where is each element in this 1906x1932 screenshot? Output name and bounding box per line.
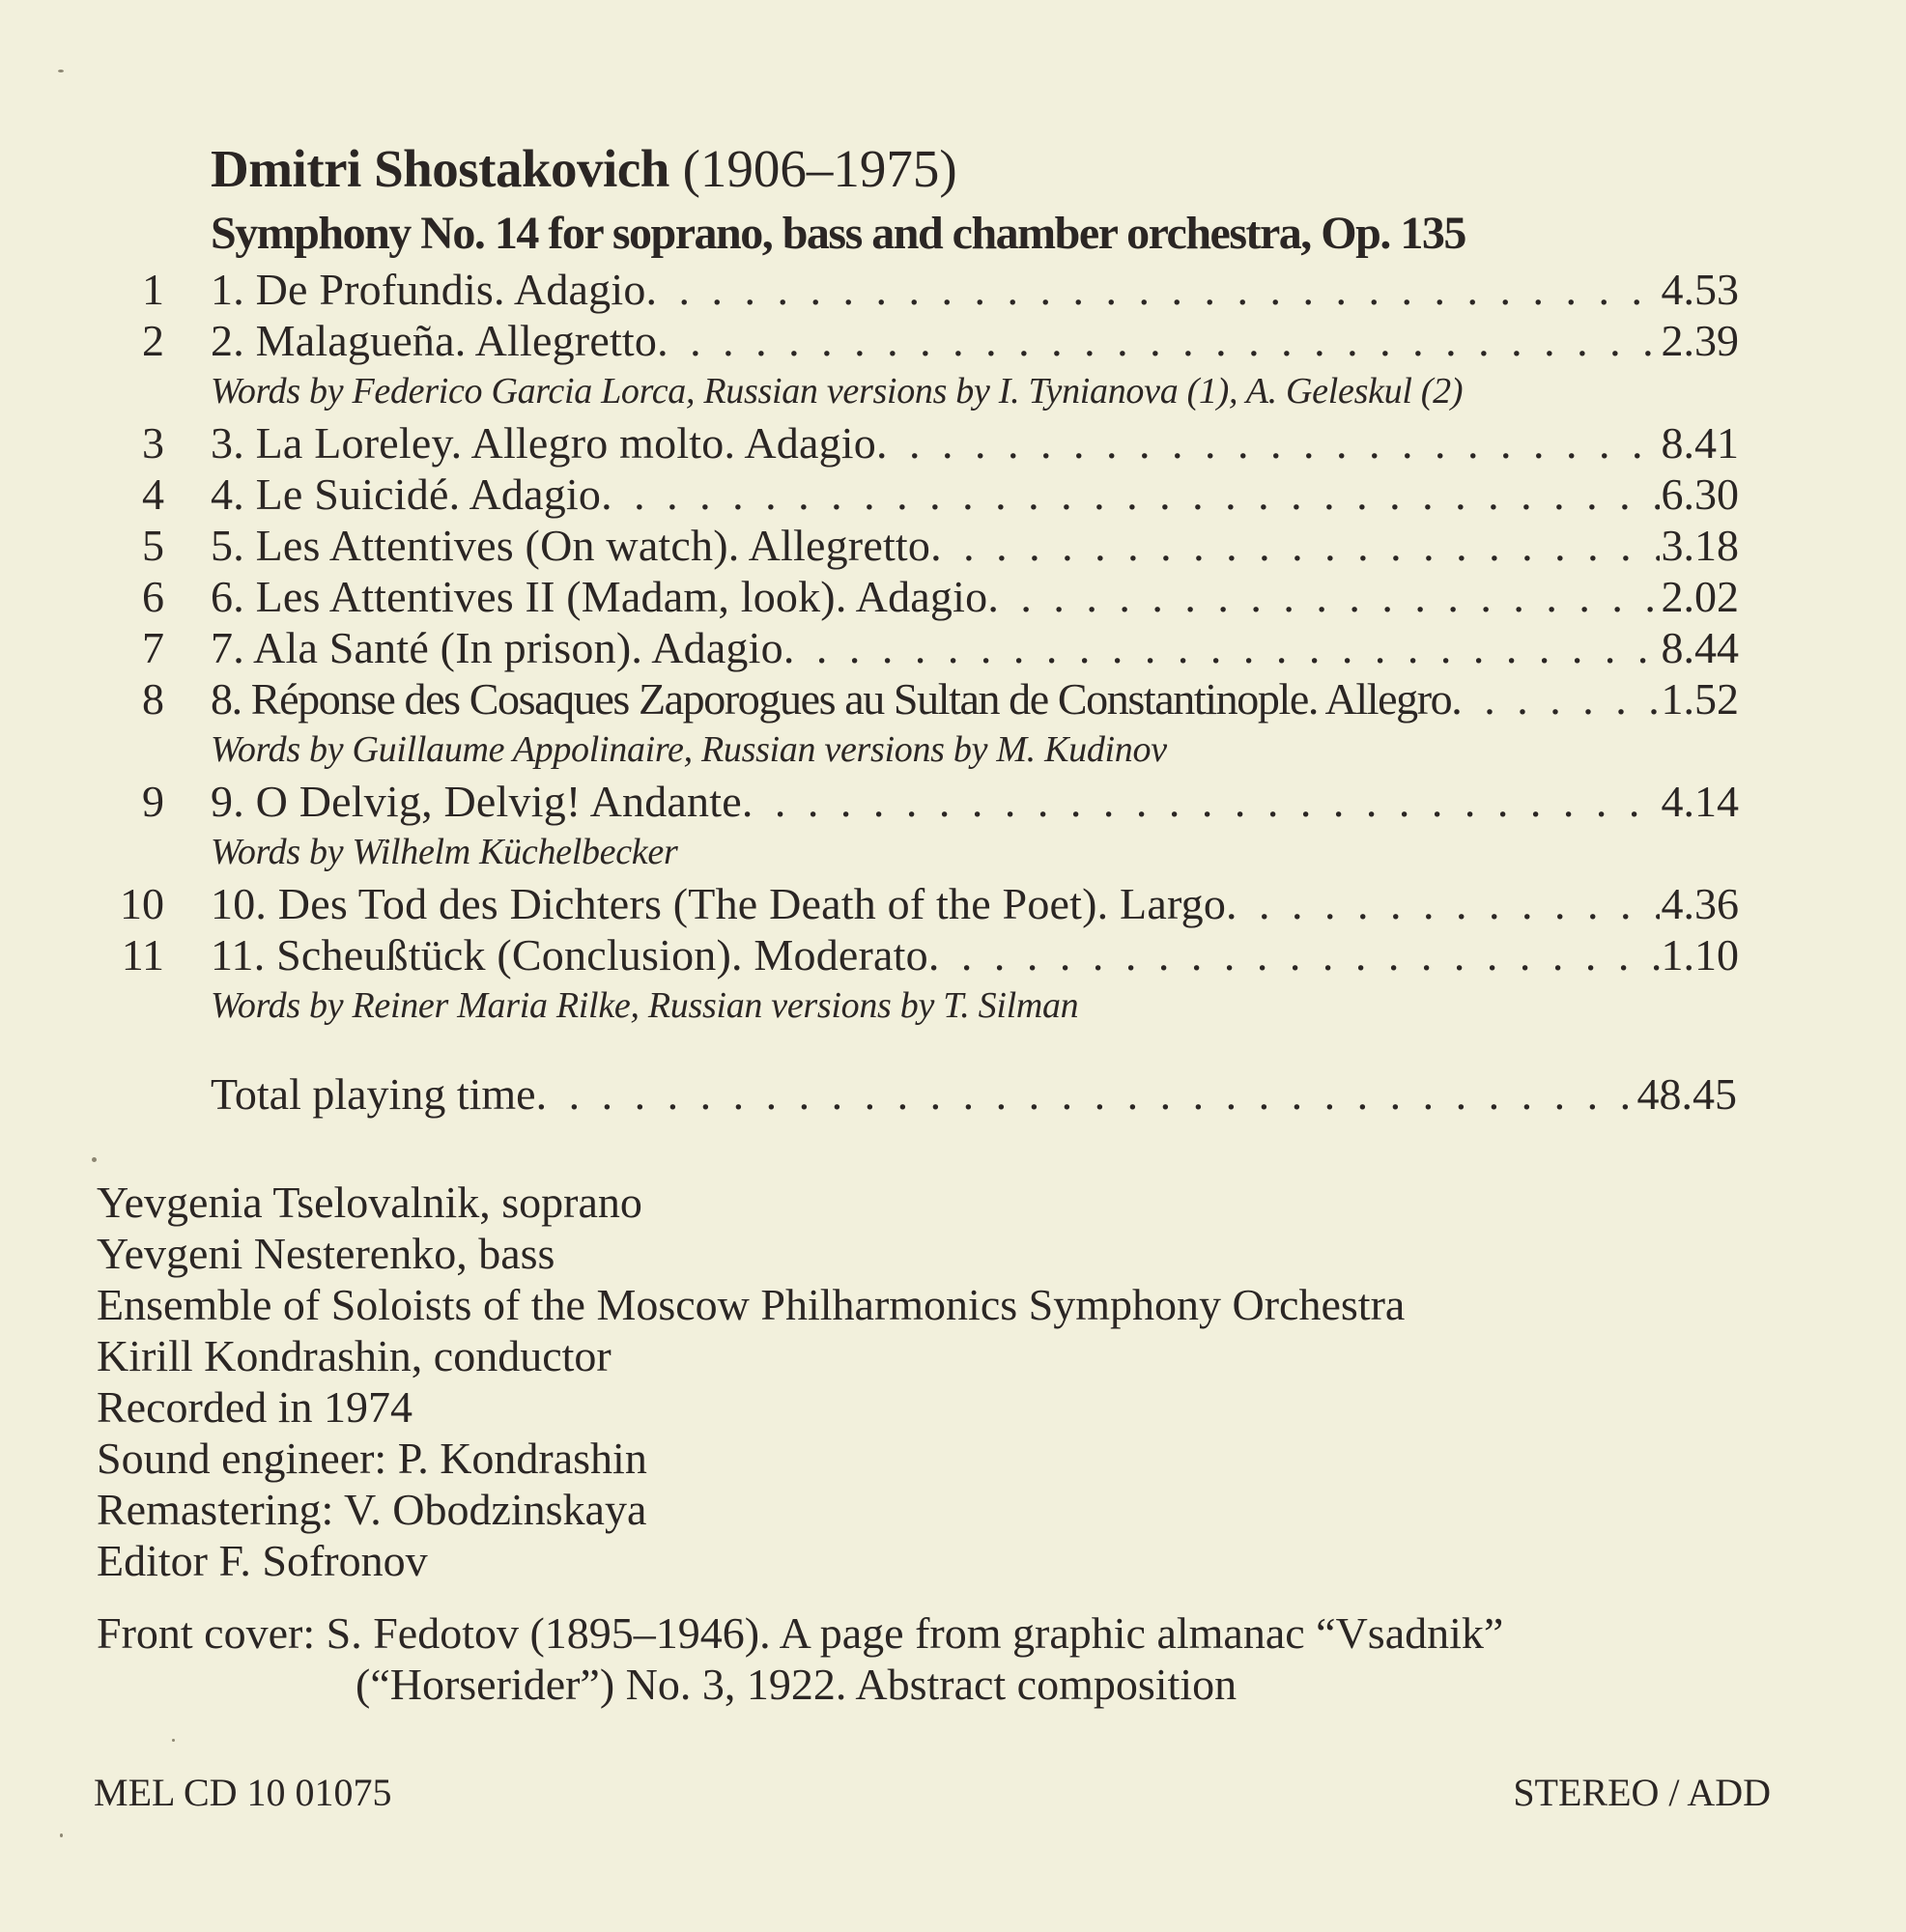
cover-line-1: Front cover: S. Fedotov (1895–1946). A page from graphic almanac “Vsadnik” bbox=[97, 1608, 1504, 1658]
performer-credits bbox=[97, 1177, 1405, 1586]
track-row bbox=[106, 264, 1739, 315]
track-duration: 8.41 bbox=[1661, 418, 1739, 468]
lyricist-credit: Words by Wilhelm Küchelbecker bbox=[211, 832, 678, 872]
lyricist-credit: Words by Federico Garcia Lorca, Russian versions by I. Tynianova (1), A. Geleskul (2) bbox=[211, 371, 1464, 412]
credit-line: Ensemble of Soloists of the Moscow Philharmonics Symphony Orchestra bbox=[97, 1280, 1406, 1329]
track-duration: 6.30 bbox=[1661, 469, 1739, 519]
track-duration: 4.14 bbox=[1661, 777, 1739, 826]
track-row bbox=[106, 315, 1739, 366]
track-number: 10 bbox=[120, 879, 164, 928]
track-title: 8. Réponse des Cosaques Zaporogues au Sultan de Constantinople. Allegro bbox=[211, 674, 1452, 724]
credit-line: Editor F. Sofronov bbox=[97, 1536, 428, 1585]
track-number: 8 bbox=[142, 674, 164, 724]
track-number: 2 bbox=[142, 316, 164, 365]
dot-leader bbox=[987, 571, 1659, 622]
credit-line: Remastering: V. Obodzinskaya bbox=[97, 1485, 647, 1534]
credit-line: Recorded in 1974 bbox=[97, 1382, 413, 1432]
paper-speck bbox=[92, 1157, 97, 1162]
dot-leader bbox=[601, 469, 1659, 520]
composer-name: Dmitri Shostakovich bbox=[211, 139, 669, 198]
dot-leader bbox=[783, 622, 1660, 673]
track-title: 5. Les Attentives (On watch). Allegretto bbox=[211, 521, 931, 570]
dot-leader bbox=[1226, 878, 1659, 929]
track-duration: 1.10 bbox=[1661, 930, 1739, 980]
dot-leader bbox=[876, 417, 1660, 469]
dot-leader bbox=[1451, 673, 1659, 724]
dot-leader bbox=[536, 1065, 1636, 1123]
track-title: 6. Les Attentives II (Madam, look). Adagio bbox=[211, 572, 988, 621]
composer-dates: (1906–1975) bbox=[682, 139, 957, 198]
credit-line: Yevgeni Nesterenko, bass bbox=[97, 1229, 555, 1278]
cover-line-2: (“Horserider”) No. 3, 1922. Abstract composition bbox=[356, 1660, 1237, 1709]
front-cover-credit bbox=[97, 1607, 1503, 1710]
track-row bbox=[106, 622, 1739, 673]
track-title: 2. Malagueña. Allegretto bbox=[211, 316, 658, 365]
track-list bbox=[106, 264, 1739, 1032]
paper-speck bbox=[58, 70, 64, 72]
track-title: 1. De Profundis. Adagio bbox=[211, 265, 646, 314]
dot-leader bbox=[928, 929, 1660, 980]
total-playing-time bbox=[211, 1065, 1737, 1123]
track-row bbox=[106, 417, 1739, 469]
track-duration: 1.52 bbox=[1661, 674, 1739, 724]
track-number: 5 bbox=[142, 521, 164, 570]
dot-leader bbox=[657, 315, 1659, 366]
track-duration: 2.39 bbox=[1661, 316, 1739, 365]
track-row bbox=[106, 776, 1739, 827]
catalog-number: MEL CD 10 01075 bbox=[94, 1771, 392, 1814]
dot-leader bbox=[930, 520, 1659, 571]
track-number: 7 bbox=[142, 623, 164, 672]
track-title: 9. O Delvig, Delvig! Andante bbox=[211, 777, 742, 826]
credit-line: Sound engineer: P. Kondrashin bbox=[97, 1434, 647, 1483]
track-duration: 4.36 bbox=[1661, 879, 1739, 928]
dot-leader bbox=[742, 776, 1660, 827]
track-title: 10. Des Tod des Dichters (The Death of the Poet). Largo bbox=[211, 879, 1227, 928]
paper-speck bbox=[60, 1833, 63, 1837]
track-number: 11 bbox=[121, 930, 164, 980]
track-number: 4 bbox=[142, 469, 164, 519]
lyricist-credit: Words by Guillaume Appolinaire, Russian versions by M. Kudinov bbox=[211, 729, 1167, 770]
track-number: 3 bbox=[142, 418, 164, 468]
track-title: 3. La Loreley. Allegro molto. Adagio bbox=[211, 418, 876, 468]
track-duration: 4.53 bbox=[1661, 265, 1739, 314]
work-title: Symphony No. 14 for soprano, bass and chamber orchestra, Op. 135 bbox=[211, 208, 1465, 259]
track-row bbox=[106, 878, 1739, 929]
credit-line: Yevgenia Tselovalnik, soprano bbox=[97, 1178, 642, 1227]
track-row bbox=[106, 520, 1739, 571]
track-title: 11. Scheußtück (Conclusion). Moderato bbox=[211, 930, 928, 980]
composer-heading bbox=[211, 135, 1737, 203]
track-number: 9 bbox=[142, 777, 164, 826]
lyricist-credit: Words by Reiner Maria Rilke, Russian versions by T. Silman bbox=[211, 985, 1079, 1026]
total-label: Total playing time bbox=[211, 1069, 536, 1119]
total-duration: 48.45 bbox=[1636, 1069, 1737, 1119]
track-duration: 2.02 bbox=[1661, 572, 1739, 621]
track-number: 1 bbox=[142, 265, 164, 314]
dot-leader bbox=[646, 264, 1660, 315]
track-row bbox=[106, 469, 1739, 520]
track-title: 7. Ala Santé (In prison). Adagio bbox=[211, 623, 783, 672]
track-duration: 8.44 bbox=[1661, 623, 1739, 672]
audio-format: STEREO / ADD bbox=[1513, 1771, 1771, 1814]
credit-line: Kirill Kondrashin, conductor bbox=[97, 1331, 612, 1380]
track-row bbox=[106, 673, 1739, 724]
track-title: 4. Le Suicidé. Adagio bbox=[211, 469, 602, 519]
track-duration: 3.18 bbox=[1661, 521, 1739, 570]
track-row bbox=[106, 571, 1739, 622]
track-number: 6 bbox=[142, 572, 164, 621]
paper-speck bbox=[172, 1739, 175, 1742]
track-row bbox=[106, 929, 1739, 980]
